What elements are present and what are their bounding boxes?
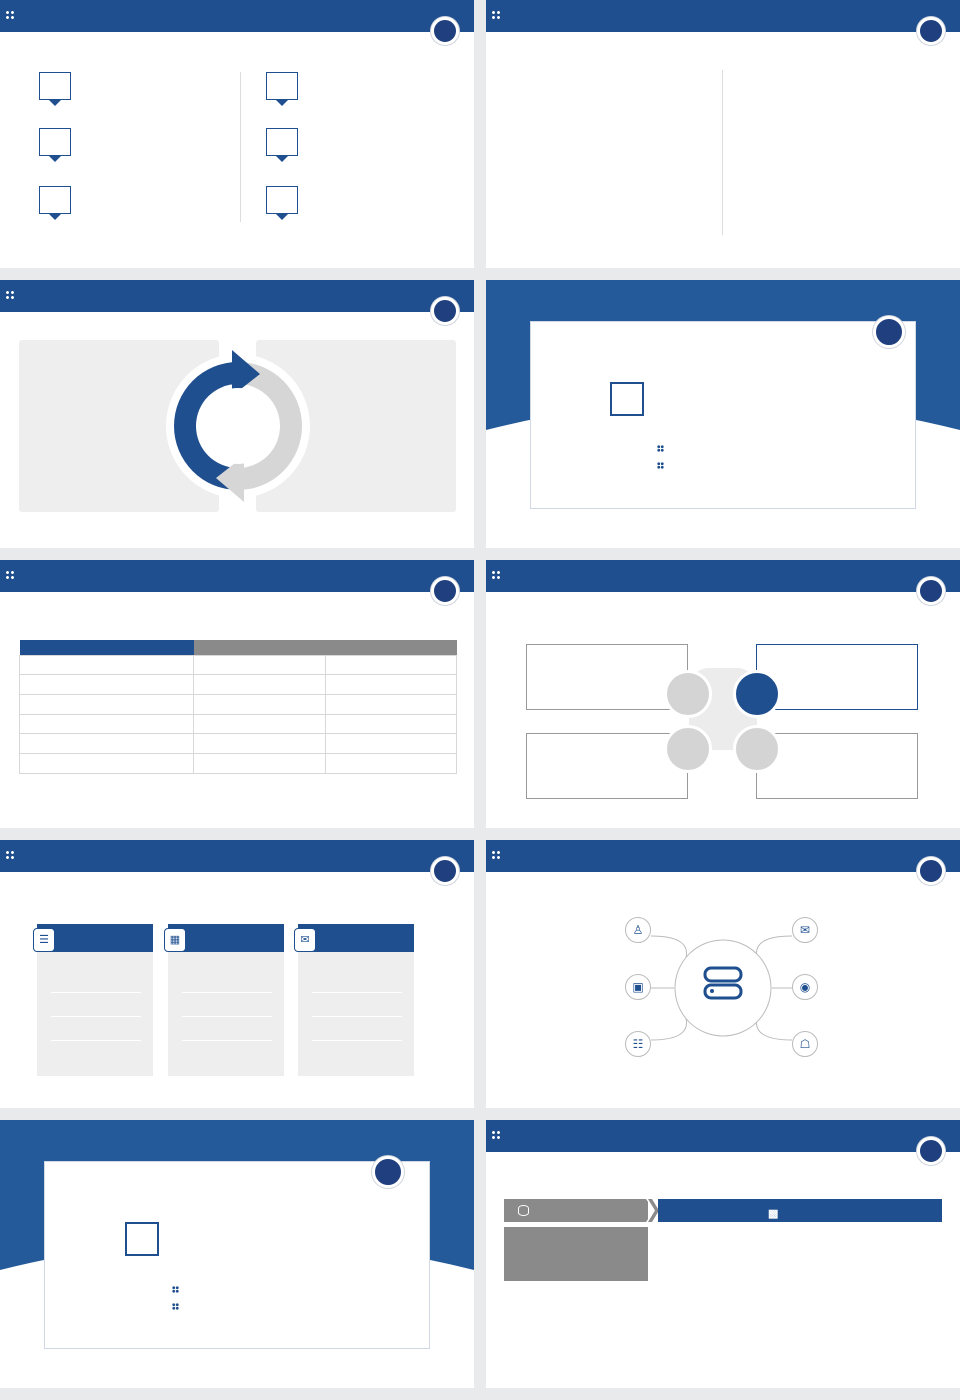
corner-circle xyxy=(431,17,459,45)
corner-circle xyxy=(372,1156,404,1188)
slide-section-5 xyxy=(0,1120,474,1388)
divider xyxy=(240,72,241,222)
analysis-number-circle xyxy=(664,670,712,718)
slide-header xyxy=(486,0,960,32)
database-icon xyxy=(518,1205,529,1216)
table-cell xyxy=(20,734,194,754)
scan-icon: ▦ xyxy=(164,928,186,952)
table-cell xyxy=(194,734,326,754)
table-row xyxy=(20,734,457,754)
case-row-divider xyxy=(51,992,141,993)
document-check-icon: ☷ xyxy=(625,1031,651,1057)
slide-deficiencies xyxy=(0,280,474,548)
table-row xyxy=(20,675,457,695)
analysis-number-circle xyxy=(733,670,781,718)
table-row xyxy=(20,694,457,714)
slide-section-4 xyxy=(486,280,960,548)
methods-table xyxy=(19,640,457,774)
table-cell xyxy=(194,714,326,734)
chat-icon: ✉ xyxy=(294,928,316,952)
item-number xyxy=(266,128,298,156)
cycle-diagram xyxy=(162,350,314,502)
table-row xyxy=(20,655,457,675)
header-left xyxy=(504,1199,648,1222)
case-row-divider xyxy=(51,1040,141,1041)
slide-domestic-research xyxy=(0,0,474,268)
box-icon: ▣ xyxy=(625,974,651,1000)
slide-header xyxy=(0,280,474,312)
item-number xyxy=(266,186,298,214)
slide-overseas-research xyxy=(486,0,960,268)
corner-circle xyxy=(431,577,459,605)
table-cell xyxy=(194,753,326,773)
analysis-box xyxy=(756,644,918,710)
cover-card xyxy=(44,1161,430,1349)
table-cell xyxy=(194,694,326,714)
grid-dots-icon xyxy=(5,850,15,860)
slide-header xyxy=(0,560,474,592)
case-row-divider xyxy=(312,992,402,993)
table-cell xyxy=(20,753,194,773)
grid-dots-icon xyxy=(5,290,15,300)
case-row-divider xyxy=(182,992,272,993)
corner-circle xyxy=(917,17,945,45)
analysis-number-circle xyxy=(733,725,781,773)
grid-dots-icon xyxy=(5,570,15,580)
chat-icon: ✉ xyxy=(792,917,818,943)
table-cell xyxy=(194,675,326,695)
grid-dots-icon xyxy=(491,1130,501,1140)
header-right xyxy=(658,1199,942,1222)
document-user-icon: ☰ xyxy=(33,928,55,952)
grid-dots-icon xyxy=(491,10,501,20)
case-row-divider xyxy=(182,1040,272,1041)
table-cell xyxy=(325,734,457,754)
corner-circle xyxy=(873,316,905,348)
case-row-divider xyxy=(182,1016,272,1017)
item-number xyxy=(39,128,71,156)
table-cell xyxy=(194,655,326,675)
slide-data-sources xyxy=(486,840,960,1108)
table-header-cell xyxy=(20,640,194,655)
analysis-number-circle xyxy=(664,725,712,773)
case-row-divider xyxy=(51,1016,141,1017)
corner-circle xyxy=(431,857,459,885)
table-cell xyxy=(325,753,457,773)
divider xyxy=(722,70,723,235)
bar-chart-icon: ▩ xyxy=(768,1208,779,1220)
table-cell xyxy=(325,675,457,695)
section-number xyxy=(610,382,644,416)
slide-qualitative xyxy=(486,560,960,828)
table-cell xyxy=(325,694,457,714)
corner-circle xyxy=(431,297,459,325)
item-number xyxy=(39,186,71,214)
table-header-cell xyxy=(325,640,457,655)
table-cell xyxy=(20,655,194,675)
item-number xyxy=(39,72,71,100)
corner-circle xyxy=(917,1137,945,1165)
slide-header xyxy=(486,560,960,592)
case-row-divider xyxy=(312,1016,402,1017)
table-header-cell xyxy=(194,640,326,655)
cover-card xyxy=(530,321,916,509)
bar-chart-right xyxy=(751,62,941,177)
slide-data-analysis xyxy=(486,1120,960,1388)
slide-header xyxy=(0,840,474,872)
table-cell xyxy=(325,655,457,675)
bar-chart-left xyxy=(506,62,696,177)
people-icon: ♙ xyxy=(625,917,651,943)
connector-lines xyxy=(486,840,960,1108)
table-cell xyxy=(20,675,194,695)
table-cell xyxy=(20,714,194,734)
process-column xyxy=(504,1227,648,1281)
corner-circle xyxy=(917,577,945,605)
analysis-box xyxy=(526,644,688,710)
table-cell xyxy=(20,694,194,714)
table-row xyxy=(20,753,457,773)
grid-dots-icon xyxy=(491,570,501,580)
slide-quantitative xyxy=(0,560,474,828)
grid-dots-icon xyxy=(5,10,15,20)
slide-header xyxy=(486,1120,960,1152)
section-number xyxy=(125,1222,159,1256)
share-icon: ◉ xyxy=(792,974,818,1000)
case-row-divider xyxy=(312,1040,402,1041)
table-row xyxy=(20,714,457,734)
slide-case-study xyxy=(0,840,474,1108)
table-cell xyxy=(325,714,457,734)
item-number xyxy=(266,72,298,100)
building-icon: ☖ xyxy=(792,1031,818,1057)
slide-header xyxy=(0,0,474,32)
